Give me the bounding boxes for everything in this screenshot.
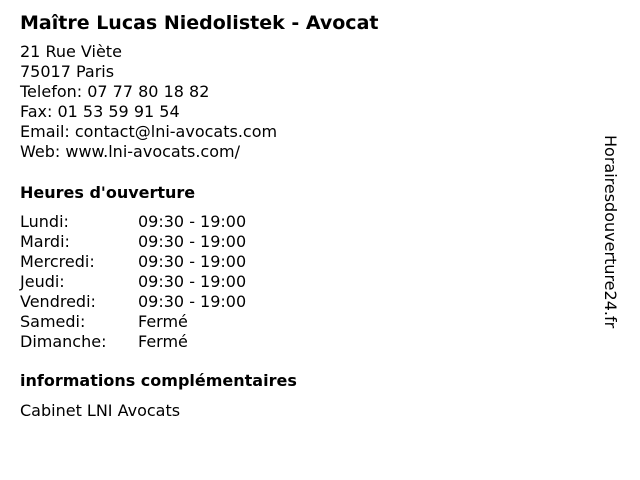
street-address: 21 Rue Viète	[20, 42, 122, 61]
day-label: Mercredi:	[20, 252, 95, 271]
day-hours: 09:30 - 19:00	[138, 232, 247, 251]
hours-row-saturday	[20, 312, 580, 332]
day-label: Lundi:	[20, 212, 69, 231]
hours-heading: Heures d'ouverture	[20, 183, 196, 202]
day-hours: 09:30 - 19:00	[138, 252, 247, 271]
day-hours: 09:30 - 19:00	[138, 212, 247, 231]
phone-number: Telefon: 07 77 80 18 82	[20, 82, 210, 101]
day-label: Samedi:	[20, 312, 86, 331]
day-label: Vendredi:	[20, 292, 96, 311]
day-label: Mardi:	[20, 232, 70, 251]
day-label: Dimanche:	[20, 332, 107, 351]
hours-row-friday	[20, 292, 580, 312]
email-address: Email: contact@lni-avocats.com	[20, 122, 278, 141]
brand-watermark: Horairesdouverture24.fr	[601, 135, 620, 329]
business-name: Maître Lucas Niedolistek - Avocat	[20, 12, 379, 34]
info-heading: informations complémentaires	[20, 371, 297, 390]
hours-table	[20, 212, 580, 352]
day-hours: 09:30 - 19:00	[138, 292, 247, 311]
hours-row-monday	[20, 212, 580, 232]
hours-row-thursday	[20, 272, 580, 292]
day-hours: Fermé	[138, 312, 188, 331]
contact-block	[20, 42, 580, 162]
hours-row-tuesday	[20, 232, 580, 252]
fax-number: Fax: 01 53 59 91 54	[20, 102, 180, 121]
info-text: Cabinet LNI Avocats	[20, 401, 181, 420]
day-hours: 09:30 - 19:00	[138, 272, 247, 291]
day-hours: Fermé	[138, 332, 188, 351]
hours-row-wednesday	[20, 252, 580, 272]
hours-row-sunday	[20, 332, 580, 352]
day-label: Jeudi:	[20, 272, 65, 291]
website: Web: www.lni-avocats.com/	[20, 142, 240, 161]
business-card	[20, 10, 580, 421]
city-postcode: 75017 Paris	[20, 62, 115, 81]
